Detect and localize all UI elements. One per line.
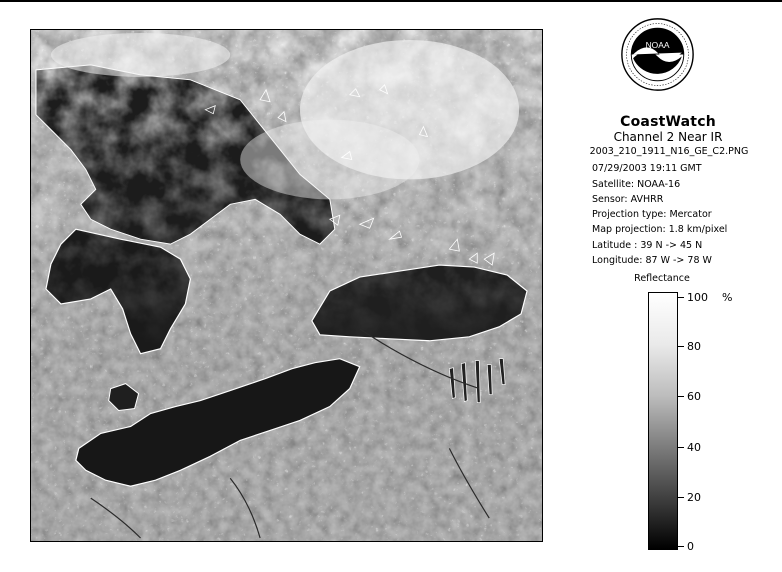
colorbar-tick	[678, 346, 684, 347]
colorbar-tick-label: 100	[687, 291, 708, 304]
reflectance-colorbar	[648, 292, 678, 550]
colorbar-tick-label: 80	[687, 340, 701, 353]
noaa-logo-text: NOAA	[645, 39, 670, 50]
colorbar-tick	[678, 297, 684, 298]
legend-title: Reflectance	[634, 273, 690, 284]
colorbar-tick	[678, 546, 684, 547]
map-projection-label: Map projection: 1.8 km/pixel	[592, 224, 728, 235]
colorbar-tick	[678, 447, 684, 448]
date-time: 07/29/2003 19:11 GMT	[592, 163, 702, 174]
cloud-mass-center	[240, 120, 419, 200]
colorbar-tick	[678, 497, 684, 498]
top-border	[0, 0, 782, 2]
colorbar-tick	[678, 396, 684, 397]
colorbar-tick-label: 40	[687, 441, 701, 454]
colorbar-tick-label: 20	[687, 491, 701, 504]
satellite-label: Satellite: NOAA-16	[592, 179, 681, 190]
file-name: 2003_210_1911_N16_GE_C2.PNG	[589, 146, 749, 157]
legend-unit: %	[722, 291, 733, 304]
projection-type-label: Projection type: Mercator	[592, 209, 712, 220]
colorbar-tick-label: 60	[687, 390, 701, 403]
longitude-label: Longitude: 87 W -> 78 W	[592, 255, 712, 266]
sensor-label: Sensor: AVHRR	[592, 194, 664, 205]
noaa-logo	[620, 17, 695, 92]
colorbar-tick-label: 0	[687, 540, 694, 553]
channel-label: Channel 2 Near IR	[613, 130, 723, 144]
cloud-mass-north	[51, 33, 230, 77]
satellite-image	[30, 29, 543, 542]
latitude-label: Latitude : 39 N -> 45 N	[592, 240, 703, 251]
title: CoastWatch	[620, 114, 716, 130]
